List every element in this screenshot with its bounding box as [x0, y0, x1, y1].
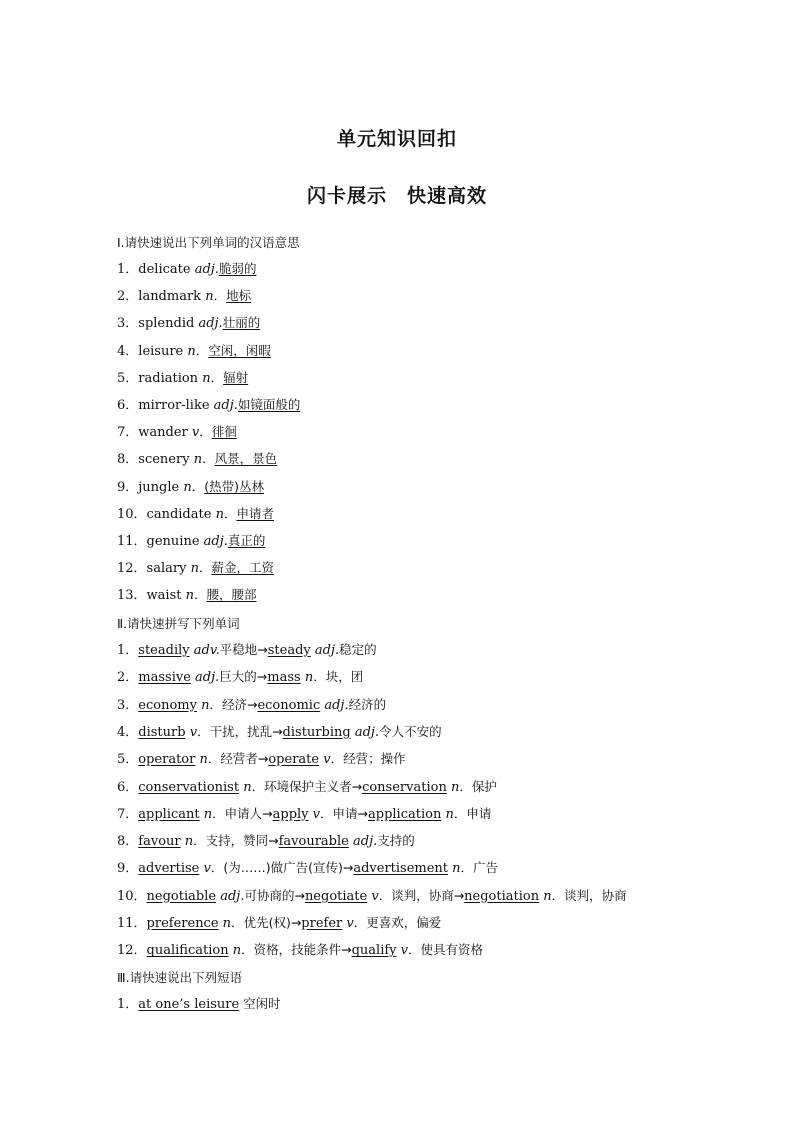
item-part-of-speech: n — [228, 943, 242, 959]
item-text: ．更喜欢，偏爱 — [353, 915, 442, 930]
list-item — [117, 642, 377, 659]
section-3-heading: Ⅲ.请快速说出下列短语 — [117, 970, 243, 985]
item-text: ．谈判，协商→ — [378, 887, 465, 903]
list-item — [117, 397, 300, 414]
item-number: 1． — [117, 262, 139, 277]
item-text: ．申请 — [453, 805, 492, 821]
item-number: 3． — [117, 316, 139, 332]
item-answer-word: qualification — [146, 943, 229, 959]
item-meaning: 空闲时 — [239, 996, 281, 1011]
item-part-of-speech: v — [396, 943, 408, 959]
section-1-heading: Ⅰ.请快速说出下列单词的汉语意思 — [117, 235, 300, 250]
item-part-of-speech: v — [185, 724, 198, 740]
list-item — [117, 315, 260, 332]
item-meaning: 脆弱的 — [218, 261, 257, 276]
item-number: 12． — [117, 561, 147, 577]
item-part-of-speech: n — [239, 779, 252, 795]
list-item — [117, 942, 483, 959]
list-item — [117, 587, 257, 604]
item-part-of-speech: adj. — [213, 398, 238, 413]
item-separator: ． — [195, 342, 209, 358]
item-answer-word: preference — [146, 916, 219, 931]
item-number: 5． — [117, 370, 139, 386]
list-item — [117, 724, 442, 741]
list-item — [117, 915, 441, 932]
item-word: delicate — [138, 262, 195, 277]
item-answer-word: operate — [268, 752, 320, 768]
item-part-of-speech: n — [190, 561, 199, 577]
item-number: 6． — [117, 398, 139, 413]
item-text: ．优先(权)→ — [231, 915, 302, 930]
item-meaning: 徘徊 — [211, 424, 237, 440]
item-number: 8． — [117, 834, 139, 850]
item-text: ．使具有资格 — [408, 942, 484, 958]
item-part-of-speech: adj. — [350, 724, 380, 740]
item-number: 10． — [117, 506, 147, 522]
item-text: ．申请→ — [320, 805, 368, 821]
item-answer-word: negotiable — [146, 888, 217, 904]
list-item — [117, 833, 415, 850]
item-number: 12． — [117, 943, 147, 959]
item-text: 巨大的→ — [219, 669, 268, 685]
item-number: 2． — [117, 670, 139, 686]
item-meaning: 空闲，闲暇 — [208, 342, 271, 358]
item-number: 11． — [117, 916, 147, 931]
item-text: ．支持，赞同→ — [193, 833, 279, 849]
item-part-of-speech: n — [205, 289, 214, 305]
item-answer-word: advertise — [138, 861, 200, 877]
item-text: 经济的 — [348, 696, 387, 712]
item-answer-word: economy — [138, 697, 197, 713]
page-title: 单元知识回扣 — [336, 128, 457, 150]
list-item — [117, 533, 265, 550]
item-meaning: 地标 — [226, 288, 252, 304]
item-number: 7． — [117, 425, 139, 441]
item-answer-word: negotiate — [304, 888, 368, 904]
item-text: ．经营者→ — [207, 751, 269, 767]
list-item — [117, 806, 491, 823]
item-word: splendid — [138, 316, 199, 332]
item-separator: ． — [210, 369, 224, 385]
item-part-of-speech: n — [196, 697, 210, 713]
item-word: wander — [138, 425, 192, 441]
item-part-of-speech: n — [199, 806, 213, 822]
item-meaning: 薪金，工资 — [211, 560, 274, 576]
item-separator: ． — [194, 587, 207, 603]
item-meaning: 风景，景色 — [214, 451, 278, 467]
item-part-of-speech: v — [199, 861, 211, 877]
item-answer-word: favour — [138, 834, 181, 850]
item-part-of-speech: n — [218, 916, 232, 931]
item-meaning: (热带)丛林 — [204, 478, 265, 494]
item-part-of-speech: n — [195, 752, 208, 768]
item-part-of-speech: adv. — [189, 643, 220, 658]
item-number: 9． — [117, 479, 139, 495]
item-meaning: 如镜面般的 — [237, 397, 301, 412]
item-number: 1． — [117, 997, 139, 1012]
item-number: 8． — [117, 452, 139, 468]
item-word: leisure — [138, 343, 188, 359]
item-answer-word: applicant — [138, 806, 200, 822]
item-number: 10． — [117, 888, 147, 904]
list-item — [117, 288, 251, 305]
item-number: 4． — [117, 343, 139, 359]
item-text: 稳定的 — [339, 642, 377, 657]
list-item — [117, 779, 497, 796]
item-separator: ． — [191, 478, 205, 494]
item-part-of-speech: adj. — [310, 643, 340, 658]
item-separator: ． — [198, 560, 212, 576]
item-text: ．经济→ — [209, 696, 258, 712]
item-separator: ． — [202, 451, 215, 467]
item-part-of-speech: n — [193, 452, 203, 468]
item-text: ．申请人→ — [212, 805, 273, 821]
item-answer-word: favourable — [278, 834, 349, 850]
item-text: ．环境保护主义者→ — [251, 778, 363, 794]
item-part-of-speech: n — [215, 506, 224, 522]
item-answer-word: conservation — [362, 779, 447, 795]
item-answer-word: application — [368, 806, 442, 822]
list-item — [117, 261, 256, 278]
item-number: 6． — [117, 779, 139, 795]
item-text: 支持的 — [377, 833, 415, 849]
item-text: 可协商的→ — [244, 887, 305, 903]
item-number: 5． — [117, 752, 139, 768]
list-item — [117, 343, 271, 360]
item-number: 3． — [117, 697, 139, 713]
list-item — [117, 669, 363, 686]
item-answer-word: negotiation — [464, 888, 540, 904]
item-part-of-speech: n — [448, 861, 461, 877]
list-item — [117, 996, 281, 1013]
item-meaning: 辐射 — [223, 369, 249, 385]
item-text: ．广告 — [460, 860, 499, 876]
item-text: 平稳地→ — [219, 642, 268, 657]
item-answer-word: prefer — [301, 916, 343, 931]
item-number: 2． — [117, 289, 139, 305]
item-text: ．保护 — [459, 778, 497, 794]
list-item — [117, 888, 627, 905]
list-item — [117, 424, 237, 441]
list-item — [117, 751, 406, 768]
item-part-of-speech: adj. — [216, 888, 245, 904]
item-word: jungle — [138, 479, 184, 495]
item-number: 11． — [117, 534, 147, 549]
item-number: 9． — [117, 861, 139, 877]
item-part-of-speech: n — [183, 479, 192, 495]
list-item — [117, 506, 274, 523]
item-part-of-speech: n — [202, 370, 211, 386]
item-separator: ． — [223, 505, 237, 521]
item-answer-word: massive — [138, 670, 191, 686]
item-word: salary — [146, 561, 191, 577]
item-answer-word: qualify — [351, 943, 397, 959]
item-separator: ． — [213, 288, 227, 304]
list-item — [117, 560, 274, 577]
item-part-of-speech: v — [191, 425, 200, 441]
item-phrase: at one’s leisure — [138, 997, 240, 1012]
item-text: ．经营；操作 — [330, 751, 406, 767]
item-answer-word: advertisement — [353, 861, 449, 877]
item-part-of-speech: n — [300, 670, 314, 686]
item-word: landmark — [138, 289, 206, 305]
item-part-of-speech: n — [180, 834, 194, 850]
item-word: candidate — [146, 506, 216, 522]
item-meaning: 壮丽的 — [222, 315, 261, 331]
item-part-of-speech: adj. — [190, 670, 220, 686]
item-answer-word: apply — [272, 806, 309, 822]
item-number: 7． — [117, 806, 139, 822]
section-2-heading: Ⅱ.请快速拼写下列单词 — [117, 616, 240, 631]
item-part-of-speech: adj. — [194, 262, 219, 277]
item-answer-word: conservationist — [138, 779, 240, 795]
item-answer-word: steady — [267, 643, 311, 658]
item-part-of-speech: n — [185, 588, 194, 604]
item-word: radiation — [138, 370, 203, 386]
list-item — [117, 697, 386, 714]
item-part-of-speech: adj. — [348, 834, 378, 850]
item-answer-word: steadily — [138, 643, 190, 658]
item-part-of-speech: adj. — [320, 697, 349, 713]
item-part-of-speech: v — [308, 806, 321, 822]
item-answer-word: mass — [267, 670, 301, 686]
item-part-of-speech: v — [367, 888, 379, 904]
item-meaning: 真正的 — [227, 533, 266, 548]
item-part-of-speech: n — [441, 806, 454, 822]
item-number: 13． — [117, 588, 147, 604]
item-separator: ． — [199, 424, 212, 440]
item-word: genuine — [146, 534, 204, 549]
item-number: 1． — [117, 643, 139, 658]
item-answer-word: disturbing — [282, 724, 351, 740]
item-answer-word: operator — [138, 752, 196, 768]
item-text: ．(为……)做广告(宣传)→ — [210, 860, 354, 876]
item-answer-word: economic — [257, 697, 321, 713]
item-part-of-speech: adj. — [198, 316, 223, 332]
item-part-of-speech: n — [446, 779, 460, 795]
item-text: ．块，团 — [313, 669, 364, 685]
item-text: ．谈判，协商 — [551, 887, 627, 903]
item-meaning: 腰，腰部 — [206, 587, 257, 603]
list-item — [117, 370, 248, 387]
item-text: 令人不安的 — [379, 723, 442, 739]
item-part-of-speech: v — [319, 752, 331, 768]
item-word: waist — [146, 588, 186, 604]
item-text: ．干扰，扰乱→ — [197, 723, 283, 739]
page-subtitle: 闪卡展示 快速高效 — [306, 185, 487, 207]
item-part-of-speech: adj. — [203, 534, 228, 549]
item-text: ．资格，技能条件→ — [241, 942, 352, 958]
list-item — [117, 451, 277, 468]
list-item — [117, 860, 498, 877]
item-word: mirror-like — [138, 398, 214, 413]
item-answer-word: disturb — [138, 724, 186, 740]
item-part-of-speech: n — [539, 888, 552, 904]
item-number: 4． — [117, 724, 139, 740]
item-part-of-speech: v — [342, 916, 354, 931]
item-word: scenery — [138, 452, 194, 468]
item-part-of-speech: n — [187, 343, 196, 359]
list-item — [117, 479, 264, 496]
item-meaning: 申请者 — [236, 505, 274, 521]
